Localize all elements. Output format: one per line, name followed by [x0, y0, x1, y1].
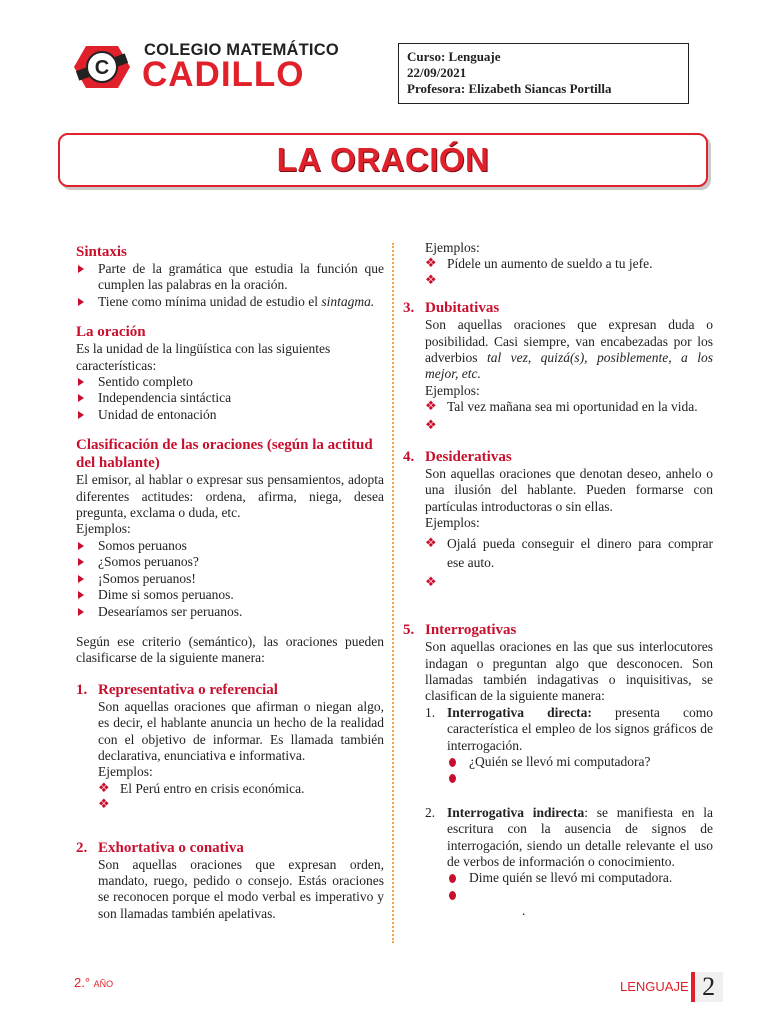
section-representativa-heading: 1. Representativa o referencial	[76, 681, 278, 698]
list-item: Sentido completo	[76, 374, 384, 390]
diamond-bullet-icon: ❖	[425, 399, 437, 415]
diamond-bullet-icon: ❖	[425, 272, 437, 288]
list-item: ¡Somos peruanos!	[76, 571, 384, 587]
diamond-bullet-icon: ❖	[425, 256, 437, 272]
exhortativa-text: Son aquellas oraciones que expresan orden, mandato, ruego, pedido o consejo. Estás oraciones se reconocen porque el modo verbal es imperativo y son llamadas también apelativas.	[98, 856, 384, 921]
dubitativas-text: Son aquellas oraciones que expresan duda o posibilidad. Casi siempre, van encabezadas por los adverbios tal vez, quizá(s), posiblemente, a los mejor, etc.	[425, 317, 713, 382]
list-item: Somos peruanos	[76, 538, 384, 554]
list-item: ❖ Tal vez mañana sea mi oportunidad en la vida.	[425, 399, 698, 415]
section-interrogativas-heading: 5. Interrogativas	[403, 622, 517, 639]
diamond-bullet-icon: ❖	[425, 535, 437, 551]
diamond-bullet-icon: ❖	[98, 797, 110, 813]
list-item: ¿Somos peruanos?	[76, 554, 384, 570]
course-info-box	[398, 43, 689, 104]
list-item: ❖ El Perú entro en crisis económica.	[98, 780, 305, 796]
diamond-bullet-icon: ❖	[425, 417, 437, 433]
diamond-bullet-icon: ❖	[98, 780, 110, 796]
section-exhortativa-heading: 2. Exhortativa o conativa	[76, 839, 244, 856]
logo-school-name: CADILLO	[142, 55, 305, 94]
oracion-intro: Es la unidad de la lingüística con las siguientes características:	[76, 341, 331, 373]
list-item	[425, 575, 713, 591]
list-item: ❖ Ojalá pueda conseguir el dinero para comprar ese auto.	[425, 535, 713, 570]
sintaxis-heading: Sintaxis	[76, 244, 127, 260]
list-item: Independencia sintáctica	[76, 390, 384, 406]
section-dubitativas-heading: 3. Dubitativas	[403, 300, 500, 317]
ejemplos-label: Ejemplos:	[425, 240, 480, 255]
list-item	[425, 273, 713, 289]
date-label: 22/09/2021	[407, 65, 467, 80]
diamond-bullet-icon: ❖	[425, 574, 437, 590]
right-column	[403, 240, 713, 920]
list-item	[98, 797, 384, 813]
representativa-text: Son aquellas oraciones que afirman o niegan algo, es decir, el hablante anuncia un hecho de la realidad con el objetivo de informar. Es llamada también declarativa, enunciativa e informativa.	[98, 698, 384, 763]
grade-label: 2.° AÑO	[74, 975, 114, 990]
course-label: Curso: Lenguaje	[407, 49, 501, 64]
trailing-mark: .	[522, 903, 526, 919]
desiderativas-text: Son aquellas oraciones que denotan deseo, anhelo o una ilusión del hablante. Pueden formarse con partículas introductoras o sin ellas.	[425, 466, 713, 514]
ejemplos-label: Ejemplos:	[425, 515, 480, 531]
subject-label: LENGUAJE	[620, 978, 689, 994]
list-item: ¿Quién se llevó mi computadora?	[447, 754, 713, 770]
list-item: ❖ Pídele un aumento de sueldo a tu jefe.	[425, 256, 653, 272]
interrogativas-text: Son aquellas oraciones en las que sus interlocutores indagan o preguntan algo que desconocen. Son llamadas también indagativas o inquisitivas, se clasifican de la siguiente manera:	[425, 639, 713, 704]
red-dot-bullet-icon	[449, 758, 456, 767]
title-banner	[58, 133, 708, 187]
logo-school-type: COLEGIO MATEMÁTICO	[144, 41, 339, 59]
oracion-heading: La oración	[76, 324, 146, 341]
ejemplos-label: Ejemplos:	[76, 521, 131, 537]
ejemplos-label: Ejemplos:	[98, 764, 153, 780]
left-column	[76, 243, 384, 922]
list-item	[447, 770, 713, 786]
section-desiderativas-heading: 4. Desiderativas	[403, 449, 512, 466]
page-footer	[620, 972, 723, 1002]
column-divider	[392, 243, 394, 943]
red-dot-bullet-icon	[449, 874, 456, 883]
school-logo	[72, 40, 342, 94]
logo-emblem-icon	[72, 42, 132, 92]
clasificacion-text: El emisor, al hablar o expresar sus pensamientos, adopta diferentes actitudes: ordena, afirma, niega, desea pregunta, exclama o duda, etc.	[76, 472, 384, 521]
red-dot-bullet-icon	[449, 891, 456, 900]
list-item: Tiene como mínima unidad de estudio el sintagma.	[76, 294, 384, 310]
list-item: Dime quién se llevó mi computadora.	[447, 870, 713, 886]
page-title: LA ORACIÓN	[276, 140, 490, 178]
ejemplos-label: Ejemplos:	[425, 382, 480, 398]
criterio-text: Según ese criterio (semántico), las oraciones pueden clasificarse de la siguiente manera:	[76, 633, 384, 666]
list-item	[425, 418, 713, 434]
page-number: 2	[691, 972, 723, 1002]
logo-letter: C	[94, 57, 110, 79]
clasificacion-heading: Clasificación de las oraciones (según la actitud del hablante)	[76, 437, 373, 472]
list-item: Dime si somos peruanos.	[76, 587, 384, 603]
list-item: Desearíamos ser peruanos.	[76, 604, 384, 620]
list-item: Parte de la gramática que estudia la función que cumplen las palabras en la oración.	[76, 261, 384, 294]
list-item: Unidad de entonación	[76, 407, 384, 423]
interrogativa-directa-item: 1. Interrogativa directa: presenta como característica el empleo de los signos gráficos de interrogación.	[425, 704, 714, 753]
list-item	[447, 887, 713, 903]
red-dot-bullet-icon	[449, 774, 456, 783]
teacher-label: Profesora: Elizabeth Siancas Portilla	[407, 81, 612, 96]
interrogativa-indirecta-item: 2. Interrogativa indirecta: se manifiesta en la escritura con la ausencia de signos de interrogación, siendo un detalle relevante el uso de verbos de información o conocimiento.	[425, 804, 713, 869]
